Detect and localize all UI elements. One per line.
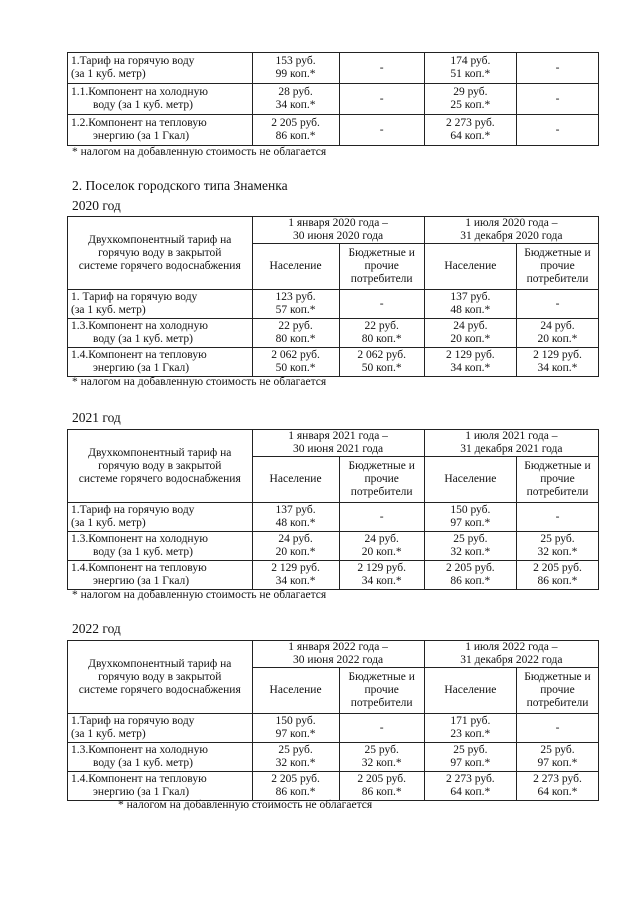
value-cell: - bbox=[339, 503, 424, 532]
tariff-table-2022 bbox=[67, 640, 599, 801]
value-cell: - bbox=[339, 115, 424, 146]
vat-note: * налогом на добавленную стоимость не облагается bbox=[72, 376, 327, 388]
table-row bbox=[68, 290, 599, 319]
row-label: 1.4.Компонент на тепловую энергию (за 1 Гкал) bbox=[68, 348, 253, 377]
tariff-table-2021 bbox=[67, 429, 599, 590]
value-cell: 2 205 руб. 86 коп.* bbox=[252, 115, 339, 146]
population-header: Население bbox=[424, 457, 516, 503]
row-label: 1.3.Компонент на холодную воду (за 1 куб. метр) bbox=[68, 532, 253, 561]
population-header: Население bbox=[252, 668, 339, 714]
year-title: 2021 год bbox=[72, 410, 121, 425]
value-cell: 137 руб. 48 коп.* bbox=[252, 503, 339, 532]
value-cell: 2 129 руб. 34 коп.* bbox=[516, 348, 598, 377]
table-row bbox=[68, 772, 599, 801]
value-cell: 171 руб. 23 коп.* bbox=[424, 714, 516, 743]
row-label: 1.4.Компонент на тепловую энергию (за 1 Гкал) bbox=[68, 561, 253, 590]
period-header-cell: 1 января 2021 года – 30 июня 2021 года bbox=[252, 430, 424, 457]
tariff-header-cell: Двухкомпонентный тариф на горячую воду в закрытой системе горячего водоснабжения bbox=[68, 641, 253, 714]
row-label: 1.1.Компонент на холодную воду (за 1 куб. метр) bbox=[68, 84, 253, 115]
value-cell: 123 руб. 57 коп.* bbox=[252, 290, 339, 319]
value-cell: 22 руб. 80 коп.* bbox=[339, 319, 424, 348]
header-row bbox=[68, 641, 599, 668]
value-cell: 2 129 руб. 34 коп.* bbox=[252, 561, 339, 590]
tariff-table-2020 bbox=[67, 216, 599, 377]
budget-header: Бюджетные и прочие потребители bbox=[339, 244, 424, 290]
population-header: Население bbox=[424, 668, 516, 714]
table-row bbox=[68, 532, 599, 561]
value-cell: 24 руб. 20 коп.* bbox=[339, 532, 424, 561]
budget-header: Бюджетные и прочие потребители bbox=[516, 457, 598, 503]
population-header: Население bbox=[252, 244, 339, 290]
value-cell: 174 руб. 51 коп.* bbox=[424, 53, 516, 84]
row-label: 1.2.Компонент на тепловую энергию (за 1 Гкал) bbox=[68, 115, 253, 146]
value-cell: 22 руб. 80 коп.* bbox=[252, 319, 339, 348]
table-row bbox=[68, 319, 599, 348]
budget-header: Бюджетные и прочие потребители bbox=[339, 668, 424, 714]
tariff-header-cell: Двухкомпонентный тариф на горячую воду в закрытой системе горячего водоснабжения bbox=[68, 217, 253, 290]
budget-header: Бюджетные и прочие потребители bbox=[339, 457, 424, 503]
value-cell: 2 205 руб. 86 коп.* bbox=[424, 561, 516, 590]
value-cell: 25 руб. 97 коп.* bbox=[424, 743, 516, 772]
period-header-cell: 1 июля 2022 года – 31 декабря 2022 года bbox=[424, 641, 598, 668]
value-cell: 25 руб. 32 коп.* bbox=[252, 743, 339, 772]
table-row bbox=[68, 503, 599, 532]
value-cell: 25 руб. 32 коп.* bbox=[339, 743, 424, 772]
value-cell: 2 205 руб. 86 коп.* bbox=[339, 772, 424, 801]
value-cell: - bbox=[516, 53, 598, 84]
value-cell: 24 руб. 20 коп.* bbox=[424, 319, 516, 348]
section-title: 2. Поселок городского типа Знаменка bbox=[72, 178, 288, 193]
vat-note: * налогом на добавленную стоимость не облагается bbox=[72, 146, 327, 158]
budget-header: Бюджетные и прочие потребители bbox=[516, 244, 598, 290]
value-cell: 2 062 руб. 50 коп.* bbox=[339, 348, 424, 377]
period-header-cell: 1 июля 2021 года – 31 декабря 2021 года bbox=[424, 430, 598, 457]
value-cell: - bbox=[516, 290, 598, 319]
value-cell: 2 273 руб. 64 коп.* bbox=[424, 772, 516, 801]
period-header-cell: 1 января 2022 года – 30 июня 2022 года bbox=[252, 641, 424, 668]
value-cell: 2 205 руб. 86 коп.* bbox=[252, 772, 339, 801]
value-cell: 25 руб. 32 коп.* bbox=[516, 532, 598, 561]
value-cell: - bbox=[339, 53, 424, 84]
table-row bbox=[68, 561, 599, 590]
tariff-header-cell: Двухкомпонентный тариф на горячую воду в закрытой системе горячего водоснабжения bbox=[68, 430, 253, 503]
table-row bbox=[68, 115, 599, 146]
value-cell: - bbox=[516, 115, 598, 146]
header-row bbox=[68, 430, 599, 457]
year-title: 2020 год bbox=[72, 198, 121, 213]
value-cell: - bbox=[339, 84, 424, 115]
vat-note: * налогом на добавленную стоимость не облагается bbox=[72, 589, 327, 601]
value-cell: - bbox=[516, 503, 598, 532]
value-cell: 150 руб. 97 коп.* bbox=[252, 714, 339, 743]
value-cell: 2 205 руб. 86 коп.* bbox=[516, 561, 598, 590]
row-label: 1.4.Компонент на тепловую энергию (за 1 Гкал) bbox=[68, 772, 253, 801]
budget-header: Бюджетные и прочие потребители bbox=[516, 668, 598, 714]
row-label: 1. Тариф на горячую воду (за 1 куб. метр) bbox=[68, 290, 253, 319]
value-cell: - bbox=[516, 84, 598, 115]
table-row bbox=[68, 53, 599, 84]
value-cell: - bbox=[339, 290, 424, 319]
value-cell: 2 062 руб. 50 коп.* bbox=[252, 348, 339, 377]
year-title: 2022 год bbox=[72, 621, 121, 636]
row-label: 1.3.Компонент на холодную воду (за 1 куб. метр) bbox=[68, 743, 253, 772]
top-tariff-table bbox=[67, 52, 599, 146]
row-label: 1.Тариф на горячую воду (за 1 куб. метр) bbox=[68, 53, 253, 84]
value-cell: 153 руб. 99 коп.* bbox=[252, 53, 339, 84]
value-cell: 2 273 руб. 64 коп.* bbox=[424, 115, 516, 146]
row-label: 1.Тариф на горячую воду (за 1 куб. метр) bbox=[68, 503, 253, 532]
value-cell: 28 руб. 34 коп.* bbox=[252, 84, 339, 115]
table-row bbox=[68, 714, 599, 743]
value-cell: - bbox=[516, 714, 598, 743]
value-cell: 2 129 руб. 34 коп.* bbox=[424, 348, 516, 377]
value-cell: 2 129 руб. 34 коп.* bbox=[339, 561, 424, 590]
period-header-cell: 1 июля 2020 года – 31 декабря 2020 года bbox=[424, 217, 598, 244]
table-row bbox=[68, 743, 599, 772]
period-header-cell: 1 января 2020 года – 30 июня 2020 года bbox=[252, 217, 424, 244]
value-cell: 24 руб. 20 коп.* bbox=[516, 319, 598, 348]
value-cell: 24 руб. 20 коп.* bbox=[252, 532, 339, 561]
value-cell: - bbox=[339, 714, 424, 743]
row-label: 1.Тариф на горячую воду (за 1 куб. метр) bbox=[68, 714, 253, 743]
table-row bbox=[68, 84, 599, 115]
value-cell: 150 руб. 97 коп.* bbox=[424, 503, 516, 532]
row-label: 1.3.Компонент на холодную воду (за 1 куб. метр) bbox=[68, 319, 253, 348]
value-cell: 25 руб. 97 коп.* bbox=[516, 743, 598, 772]
population-header: Население bbox=[252, 457, 339, 503]
value-cell: 2 273 руб. 64 коп.* bbox=[516, 772, 598, 801]
population-header: Население bbox=[424, 244, 516, 290]
header-row bbox=[68, 217, 599, 244]
vat-note: * налогом на добавленную стоимость не облагается bbox=[118, 799, 373, 811]
table-row bbox=[68, 348, 599, 377]
value-cell: 25 руб. 32 коп.* bbox=[424, 532, 516, 561]
value-cell: 137 руб. 48 коп.* bbox=[424, 290, 516, 319]
value-cell: 29 руб. 25 коп.* bbox=[424, 84, 516, 115]
